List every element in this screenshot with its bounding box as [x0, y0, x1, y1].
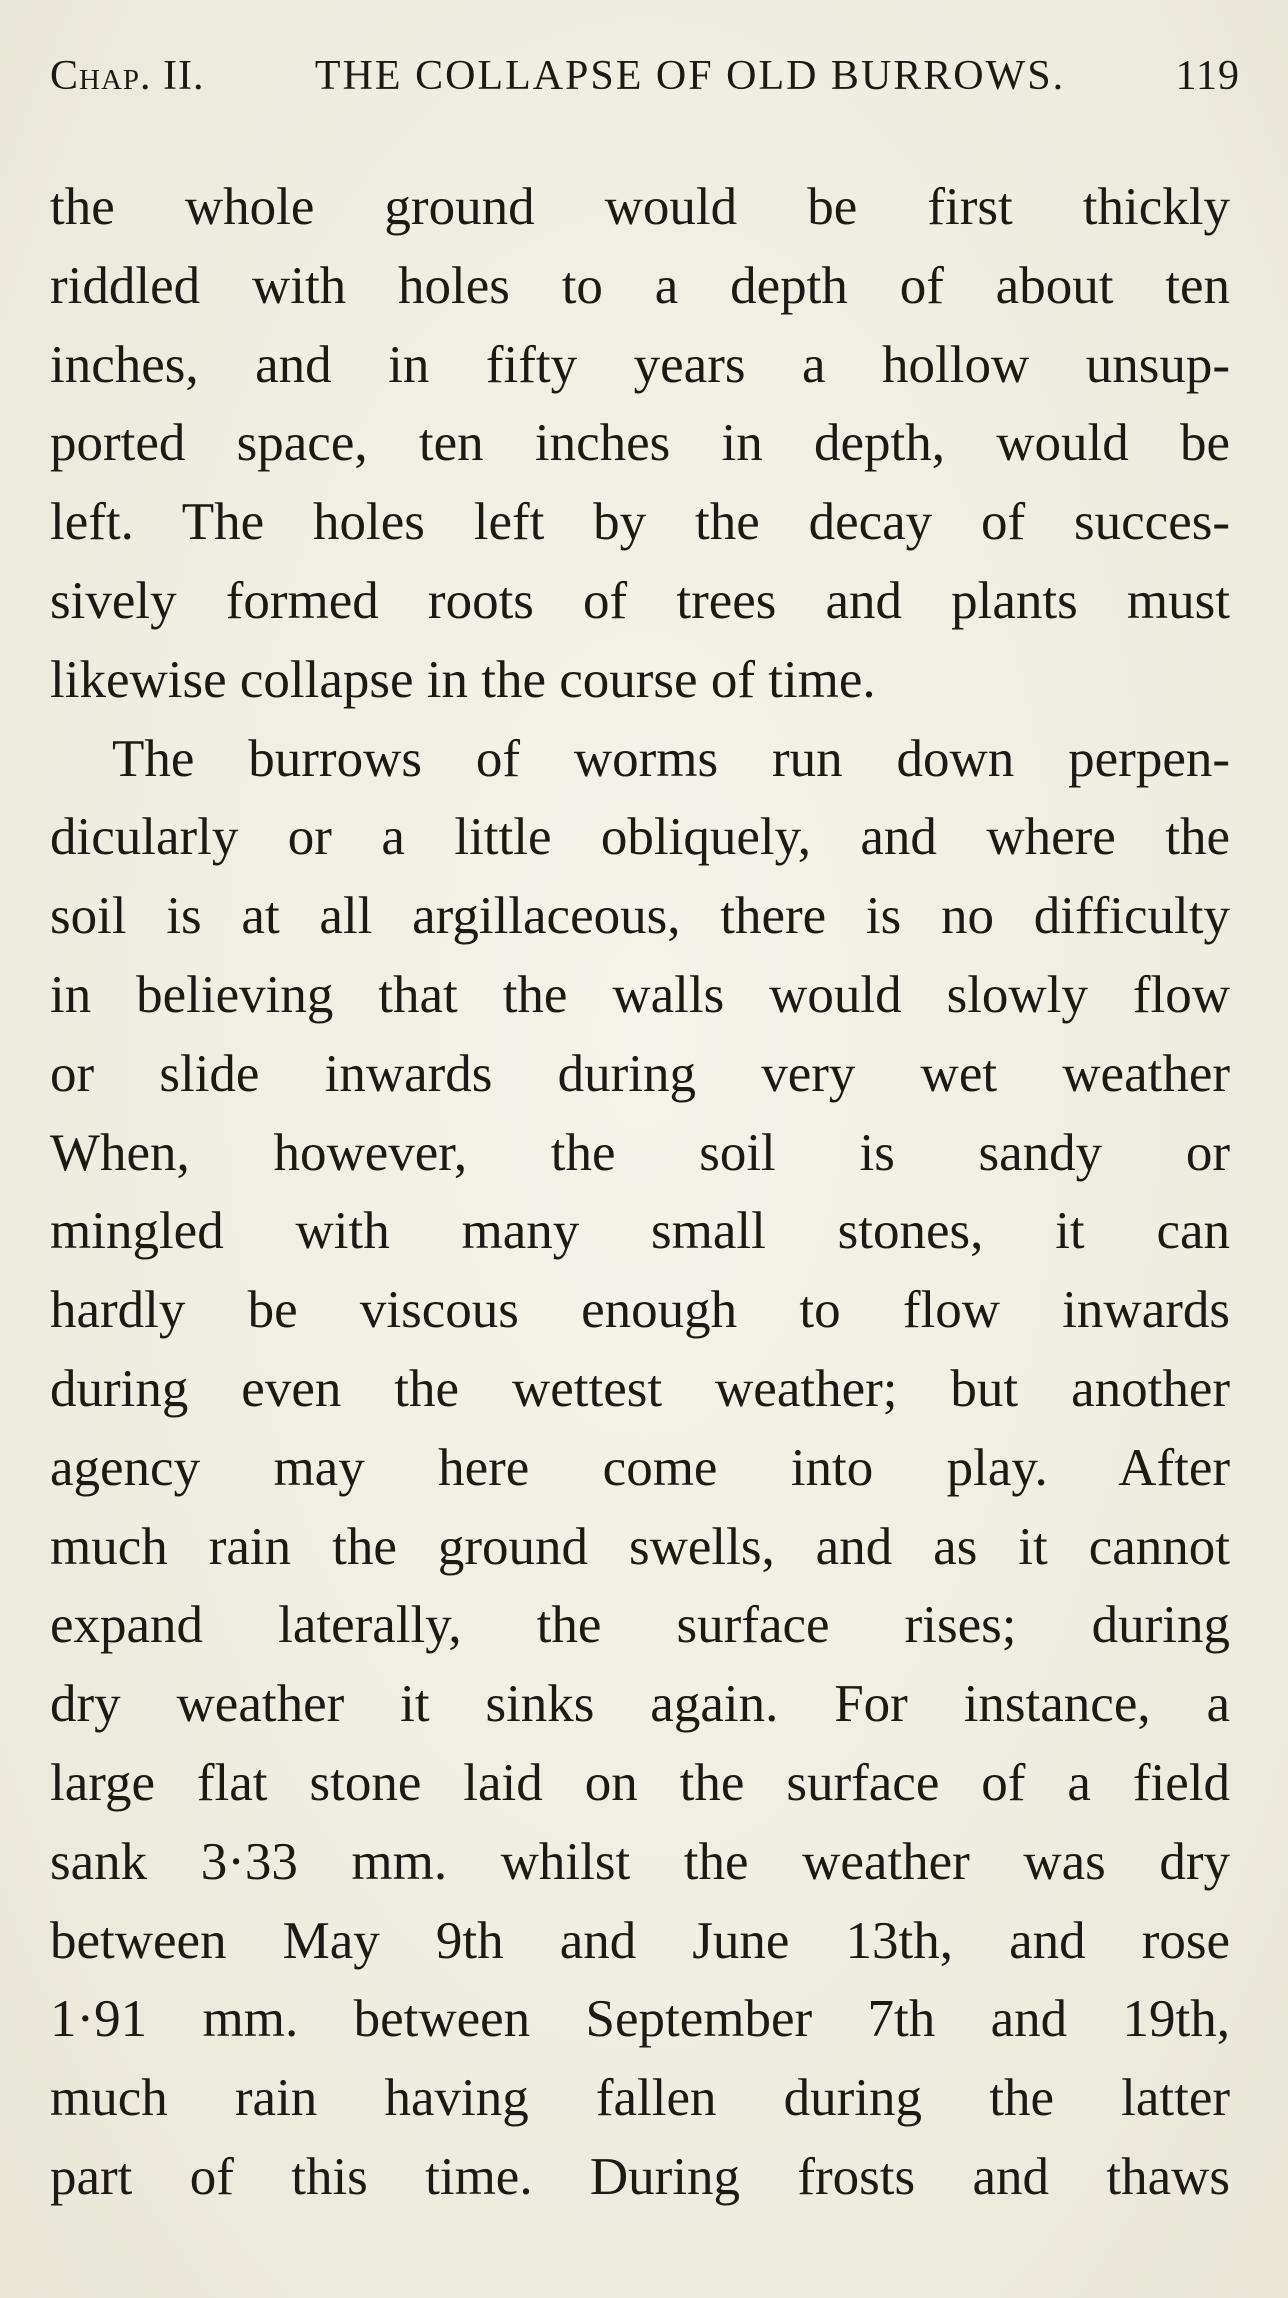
text-line: dicularly or a little obliquely, and where the — [50, 808, 1230, 867]
text-line: When, however, the soil is sandy or — [50, 1123, 1230, 1182]
body-text — [50, 168, 1230, 2217]
text-line: expand laterally, the surface rises; during — [50, 1596, 1230, 1655]
running-head — [50, 52, 1240, 122]
text-line: mingled with many small stones, it can — [50, 1202, 1230, 1261]
text-line: agency may here come into play. After — [50, 1438, 1230, 1497]
page-number: 119 — [1175, 53, 1240, 99]
text-line: large flat stone laid on the surface of a field — [50, 1753, 1230, 1812]
text-line: hardly be viscous enough to flow inwards — [50, 1281, 1230, 1340]
text-line: 1·91 mm. between September 7th and 19th, — [50, 1990, 1230, 2049]
text-line: sank 3·33 mm. whilst the weather was dry — [50, 1832, 1230, 1891]
text-line: inches, and in fifty years a hollow unsup- — [50, 335, 1230, 394]
text-line: soil is at all argillaceous, there is no difficulty — [50, 887, 1230, 946]
text-line: between May 9th and June 13th, and rose — [50, 1911, 1230, 1970]
running-title: THE COLLAPSE OF OLD BURROWS. — [314, 53, 1066, 99]
text-line: ported space, ten inches in depth, would be — [50, 414, 1230, 473]
text-line: sively formed roots of trees and plants must — [50, 571, 1230, 630]
text-line: dry weather it sinks again. For instance, a — [50, 1675, 1230, 1734]
paragraph-start-line: The burrows of worms run down perpen- — [112, 729, 1230, 788]
text-line: likewise collapse in the course of time. — [50, 650, 876, 709]
text-line: much rain the ground swells, and as it cannot — [50, 1517, 1230, 1576]
text-line: in believing that the walls would slowly flow — [50, 965, 1230, 1024]
text-line: during even the wettest weather; but another — [50, 1359, 1230, 1418]
text-line: riddled with holes to a depth of about ten — [50, 256, 1230, 315]
text-line: much rain having fallen during the latter — [50, 2069, 1230, 2128]
text-line: or slide inwards during very wet weather — [50, 1044, 1230, 1103]
text-line: left. The holes left by the decay of succes- — [50, 493, 1230, 552]
chapter-label: Chap. II. — [50, 53, 205, 99]
text-line: part of this time. During frosts and thaws — [50, 2147, 1230, 2206]
text-line: the whole ground would be first thickly — [50, 178, 1230, 236]
